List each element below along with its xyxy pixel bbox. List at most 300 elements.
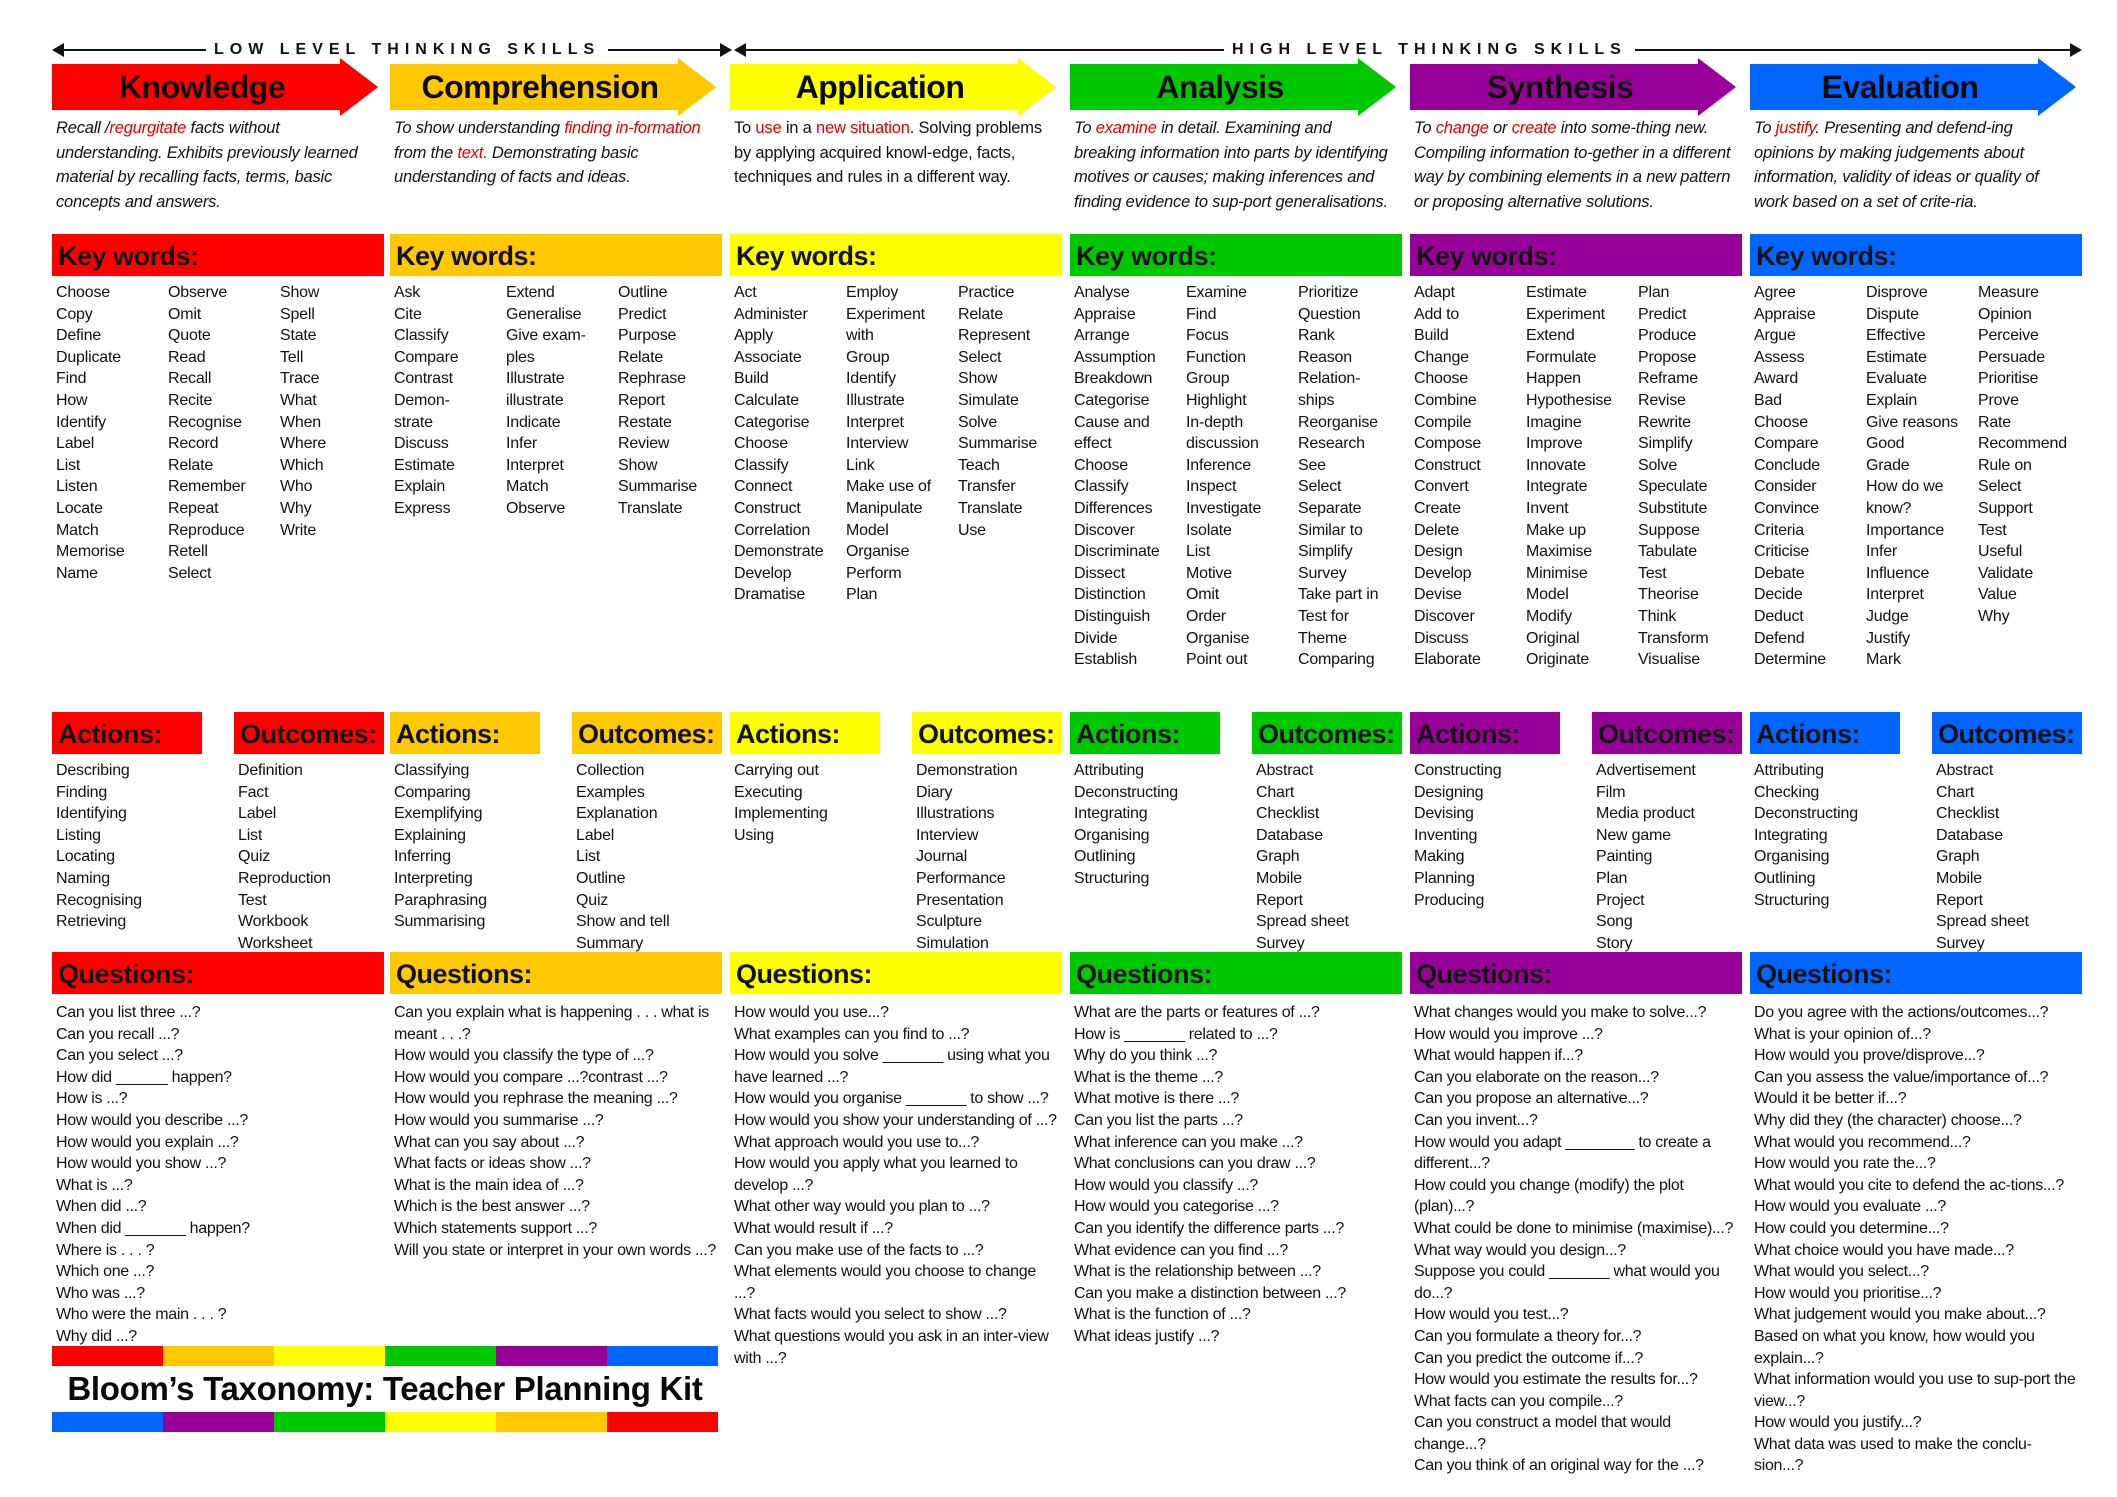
key-words-column [734, 282, 846, 712]
key-word: Retell [168, 543, 208, 561]
key-words-header: Key words: [1750, 234, 2082, 276]
key-words-column [1526, 282, 1638, 712]
level-description [1750, 116, 2082, 234]
key-word: Record [168, 435, 219, 453]
level-title: Application [795, 69, 965, 105]
question-item: Who were the main . . . ? [56, 1306, 227, 1324]
key-word: Persuade [1978, 348, 2045, 366]
outcomes-header: Outcomes: [572, 712, 722, 754]
question-item: What evidence can you find ...? [1074, 1241, 1288, 1259]
key-word: Estimate [1526, 284, 1587, 301]
question-item: What questions would you ask in an inter-view with ...? [734, 1327, 1049, 1367]
key-word: Determine [1754, 651, 1827, 669]
key-word: Infer [1866, 543, 1898, 561]
key-word: Write [280, 521, 317, 539]
description-text: To [734, 119, 756, 137]
key-word: Build [734, 370, 769, 388]
key-word: Investigate [1186, 499, 1262, 517]
key-word: Experiment [846, 305, 925, 323]
key-word: Administer [734, 305, 808, 323]
outcome-item: Sculpture [916, 913, 982, 931]
outcome-item: List [238, 826, 263, 844]
key-word: Construct [734, 499, 801, 517]
key-word: Why [1978, 607, 2010, 625]
key-word: Distinguish [1074, 607, 1151, 625]
key-word: ples [506, 348, 535, 366]
question-item: How would you prove/disprove...? [1754, 1047, 1985, 1065]
key-word: Compare [394, 348, 459, 366]
question-item: How would you rephrase the meaning ...? [394, 1090, 678, 1108]
key-word: Reorganise [1298, 413, 1378, 431]
key-words-column [1186, 282, 1298, 712]
key-word: Classify [394, 327, 449, 345]
key-word: Illustrate [506, 370, 565, 388]
question-item: What is ...? [56, 1176, 133, 1194]
outcome-item: List [576, 848, 601, 866]
question-item: What facts can you compile...? [1414, 1392, 1623, 1410]
key-word: Listen [56, 478, 98, 496]
key-word: Analyse [1074, 284, 1130, 301]
action-item: Deconstructing [1754, 805, 1858, 823]
key-words-column [1298, 282, 1406, 712]
question-item: How would you show your understanding of ...? [734, 1111, 1057, 1129]
key-word: Value [1978, 586, 2017, 604]
outcomes-section [912, 712, 1062, 952]
outcomes-section [1592, 712, 1742, 952]
outcome-item: Song [1596, 913, 1633, 931]
question-item: How would you adapt ________ to create a different...? [1414, 1133, 1711, 1173]
outcome-item: Summary [576, 934, 644, 952]
questions-list [1410, 994, 1742, 1477]
level-description [390, 116, 722, 234]
key-word: illustrate [506, 391, 564, 409]
key-word: Review [618, 435, 670, 453]
key-word: Criticise [1754, 543, 1810, 561]
key-word: Discriminate [1074, 543, 1160, 561]
level-title: Analysis [1156, 69, 1284, 105]
description-text: To show understanding [394, 119, 565, 137]
key-word: Locate [56, 499, 103, 517]
key-word: Model [1526, 586, 1569, 604]
action-item: Constructing [1414, 762, 1502, 779]
footer-title-block [52, 1346, 718, 1432]
question-item: What is your opinion of...? [1754, 1025, 1931, 1043]
key-word: Group [846, 348, 890, 366]
key-words-column [1866, 282, 1978, 712]
key-words-grid [52, 276, 384, 712]
action-item: Retrieving [56, 913, 127, 931]
key-words-header: Key words: [390, 234, 722, 276]
questions-list [390, 994, 722, 1261]
question-item: How is _______ related to ...? [1074, 1025, 1278, 1043]
actions-outcomes-row [1750, 712, 2082, 952]
actions-list [1750, 754, 1900, 911]
outcome-item: Report [1936, 891, 1983, 909]
key-word: Inference [1186, 456, 1251, 474]
action-item: Carrying out [734, 762, 819, 779]
question-item: What is the main idea of ...? [394, 1176, 584, 1194]
outcome-item: Test [238, 891, 267, 909]
outcomes-list [912, 754, 1062, 954]
question-item: How would you show ...? [56, 1155, 227, 1173]
stripe-segment [496, 1346, 607, 1366]
question-item: How would you classify ...? [1074, 1176, 1258, 1194]
question-item: How would you classify the type of ...? [394, 1047, 654, 1065]
level-banner-arrow [1410, 58, 1742, 116]
key-word: Link [846, 456, 875, 474]
outcomes-header: Outcomes: [912, 712, 1062, 754]
key-word: Explain [1866, 391, 1918, 409]
key-word: Construct [1414, 456, 1481, 474]
key-word: Report [618, 391, 665, 409]
question-item: Can you formulate a theory for...? [1414, 1327, 1642, 1345]
key-word: Elaborate [1414, 651, 1481, 669]
outcome-item: Database [1256, 826, 1323, 844]
key-word: Choose [1074, 456, 1128, 474]
key-words-grid [1410, 276, 1742, 712]
outcome-item: Survey [1256, 934, 1305, 952]
key-word: Innovate [1526, 456, 1586, 474]
key-word: List [56, 456, 81, 474]
outcome-item: Worksheet [238, 934, 313, 952]
key-word: Support [1978, 499, 2033, 517]
key-word: Who [280, 478, 313, 496]
key-word: Calculate [734, 391, 799, 409]
stripe-segment [496, 1412, 607, 1432]
key-word: Extend [506, 284, 555, 301]
key-word: Convince [1754, 499, 1820, 517]
outcomes-list [1932, 754, 2082, 954]
stripe-segment [163, 1412, 274, 1432]
key-word: Focus [1186, 327, 1229, 345]
key-word: discussion [1186, 435, 1259, 453]
level-description [52, 116, 384, 234]
key-word: Rewrite [1638, 413, 1691, 431]
key-word: Differences [1074, 499, 1153, 517]
key-word: Grade [1866, 456, 1910, 474]
question-item: Can you identify the difference parts ...? [1074, 1219, 1344, 1237]
key-word: Label [56, 435, 95, 453]
key-word: Represent [958, 327, 1031, 345]
key-word: Recommend [1978, 435, 2067, 453]
key-word: Change [1414, 348, 1469, 366]
key-words-column [1074, 282, 1186, 712]
question-item: Which is the best answer ...? [394, 1198, 590, 1216]
key-word: Validate [1978, 564, 2034, 582]
page-title: Bloom’s Taxonomy: Teacher Planning Kit [67, 1370, 703, 1407]
action-item: Using [734, 826, 774, 844]
outcome-item: Survey [1936, 934, 1985, 952]
key-word: Omit [1186, 586, 1219, 604]
key-words-column [846, 282, 958, 712]
rainbow-stripe-bottom [52, 1412, 718, 1432]
arrow-right-icon [2070, 43, 2082, 57]
key-word: Convert [1414, 478, 1469, 496]
question-item: Suppose you could _______ what would you do...? [1414, 1263, 1720, 1302]
key-word: Infer [506, 435, 538, 453]
questions-list [1070, 994, 1402, 1348]
key-word: Influence [1866, 564, 1930, 582]
key-word: Identify [846, 370, 896, 388]
key-word: Simplify [1298, 543, 1353, 561]
key-word: Classify [1074, 478, 1129, 496]
key-word: Spell [280, 305, 315, 323]
action-item: Naming [56, 869, 110, 887]
key-word: Opinion [1978, 305, 2032, 323]
key-word: Add to [1414, 305, 1460, 323]
key-word: Transform [1638, 629, 1709, 647]
key-word: Omit [168, 305, 201, 323]
action-item: Making [1414, 848, 1465, 866]
description-text: To [1074, 119, 1096, 137]
key-word: Express [394, 499, 451, 517]
key-word: Estimate [1866, 348, 1927, 366]
key-word: Tell [280, 348, 304, 366]
key-word: Generalise [506, 305, 582, 323]
outcome-item: Examples [576, 783, 645, 801]
question-item: What can you say about ...? [394, 1133, 585, 1151]
outcome-item: Spread sheet [1936, 913, 2029, 931]
outcome-item: Checklist [1936, 805, 2000, 823]
level-column-comprehension [390, 58, 722, 1261]
key-word: Cause and [1074, 413, 1150, 431]
key-word: Interpret [1866, 586, 1924, 604]
action-item: Comparing [394, 783, 471, 801]
question-item: How would you explain ...? [56, 1133, 239, 1151]
key-word: Develop [734, 564, 792, 582]
key-word: Demon- [394, 391, 450, 409]
action-item: Deconstructing [1074, 783, 1178, 801]
question-item: How would you solve _______ using what you have learned ...? [734, 1047, 1050, 1086]
key-word: Act [734, 284, 757, 301]
key-word: Bad [1754, 391, 1782, 409]
question-item: Can you make a distinction between ...? [1074, 1284, 1347, 1302]
highlighted-term: create [1511, 119, 1557, 137]
level-title: Synthesis [1486, 69, 1634, 105]
question-item: Where is . . . ? [56, 1241, 155, 1259]
outcome-item: Diary [916, 783, 953, 801]
question-item: How would you describe ...? [56, 1111, 249, 1129]
highlighted-term: new situation [816, 119, 910, 137]
actions-section [1750, 712, 1900, 952]
key-word: Show [958, 370, 998, 388]
stripe-segment [607, 1412, 718, 1432]
key-word: Classify [734, 456, 789, 474]
outcome-item: Show and tell [576, 913, 670, 931]
action-item: Checking [1754, 783, 1820, 801]
key-word: Dramatise [734, 586, 806, 604]
key-word: Tabulate [1638, 543, 1697, 561]
actions-section [52, 712, 202, 952]
key-word: Assess [1754, 348, 1805, 366]
key-word: What [280, 391, 317, 409]
description-text: To [1754, 119, 1776, 137]
question-item: What ideas justify ...? [1074, 1327, 1220, 1345]
key-word: Order [1186, 607, 1226, 625]
actions-section [1410, 712, 1560, 952]
key-word: Research [1298, 435, 1365, 453]
key-word: Isolate [1186, 521, 1232, 539]
key-words-column [506, 282, 618, 712]
key-word: Memorise [56, 543, 125, 561]
outcomes-list [234, 754, 384, 954]
stripe-segment [607, 1346, 718, 1366]
key-word: Think [1638, 607, 1677, 625]
outcome-item: Chart [1256, 783, 1295, 801]
key-word: Discover [1074, 521, 1135, 539]
outcomes-list [572, 754, 722, 954]
key-word: ships [1298, 391, 1335, 409]
action-item: Describing [56, 762, 130, 779]
question-item: What other way would you plan to ...? [734, 1198, 990, 1216]
key-word: Apply [734, 327, 774, 345]
action-item: Designing [1414, 783, 1484, 801]
actions-list [52, 754, 202, 933]
question-item: Can you assess the value/importance of...? [1754, 1068, 2049, 1086]
key-word: Practice [958, 284, 1015, 301]
question-item: How would you test...? [1414, 1306, 1569, 1324]
highlighted-term: examine [1095, 119, 1157, 137]
question-item: How would you use...? [734, 1004, 889, 1021]
questions-list [1750, 994, 2082, 1477]
key-words-header: Key words: [52, 234, 384, 276]
key-word: Judge [1866, 607, 1909, 625]
key-word: Outline [618, 284, 668, 301]
key-word: Arrange [1074, 327, 1130, 345]
key-word: Select [168, 564, 212, 582]
question-item: How would you improve ...? [1414, 1025, 1603, 1043]
question-item: Will you state or interpret in your own words ...? [394, 1241, 717, 1259]
outcome-item: Graph [1936, 848, 1980, 866]
key-word: Conclude [1754, 456, 1821, 474]
key-word: Plan [1638, 284, 1670, 301]
question-item: Which statements support ...? [394, 1219, 597, 1237]
action-item: Organising [1754, 848, 1830, 866]
question-item: What facts would you select to show ...? [734, 1306, 1007, 1324]
key-word: Modify [1526, 607, 1572, 625]
key-words-column [394, 282, 506, 712]
question-item: Why did they (the character) choose...? [1754, 1111, 2022, 1129]
key-word: Adapt [1414, 284, 1455, 301]
key-word: Rephrase [618, 370, 686, 388]
question-item: Can you elaborate on the reason...? [1414, 1068, 1659, 1086]
low-level-thinking-skills-bar [52, 40, 732, 60]
highlighted-term: text. [457, 143, 488, 162]
key-word: State [280, 327, 317, 345]
key-word: Function [1186, 348, 1246, 366]
outcome-item: Label [576, 826, 615, 844]
key-word: Visualise [1638, 651, 1700, 669]
key-word: How [56, 391, 88, 409]
question-item: What motive is there ...? [1074, 1090, 1240, 1108]
high-level-label: HIGH LEVEL THINKING SKILLS [1224, 40, 1635, 60]
key-word: Recite [168, 391, 213, 409]
highlighted-term: change [1435, 119, 1489, 137]
key-word: Survey [1298, 564, 1347, 582]
key-word: Criteria [1754, 521, 1804, 539]
question-item: What examples can you find to ...? [734, 1025, 970, 1043]
key-word: Duplicate [56, 348, 121, 366]
level-banner-arrow [390, 58, 722, 116]
actions-outcomes-row [390, 712, 722, 952]
key-word: Organise [1186, 629, 1250, 647]
level-column-knowledge [52, 58, 384, 1348]
key-word: Transfer [958, 478, 1016, 496]
question-item: How would you categorise ...? [1074, 1198, 1279, 1216]
key-word: Theorise [1638, 586, 1699, 604]
outcomes-section [234, 712, 384, 952]
action-item: Identifying [56, 805, 127, 823]
question-item: Can you construct a model that would change...? [1414, 1414, 1671, 1453]
outcome-item: Workbook [238, 913, 309, 931]
key-word: Purpose [618, 327, 677, 345]
question-item: Can you select ...? [56, 1047, 183, 1065]
questions-header: Questions: [1750, 952, 2082, 994]
outcomes-header: Outcomes: [234, 712, 384, 754]
outcome-item: Story [1596, 934, 1633, 952]
key-word: Test [1978, 521, 2007, 539]
stripe-segment [385, 1412, 496, 1432]
question-item: What would you cite to defend the ac-tions...? [1754, 1176, 2064, 1194]
key-word: Delete [1414, 521, 1460, 539]
questions-header: Questions: [52, 952, 384, 994]
key-word: Compare [1754, 435, 1819, 453]
outcome-item: Definition [238, 762, 303, 779]
outcomes-list [1592, 754, 1742, 954]
question-item: What would you select...? [1754, 1263, 1929, 1281]
key-word: Estimate [394, 456, 455, 474]
key-word: Substitute [1638, 499, 1708, 517]
description-text: Recall / [56, 119, 110, 137]
key-words-column [1638, 282, 1746, 712]
outcome-item: Chart [1936, 783, 1975, 801]
key-words-column [168, 282, 280, 712]
key-word: Show [618, 456, 658, 474]
actions-list [390, 754, 540, 933]
question-item: Can you explain what is happening . . . what is meant . . .? [394, 1004, 709, 1043]
outcome-item: Explanation [576, 805, 658, 823]
action-item: Interpreting [394, 869, 473, 887]
level-title: Knowledge [118, 69, 286, 105]
description-text: To [1414, 119, 1436, 137]
key-word: Employ [846, 284, 899, 301]
key-word: Summarise [618, 478, 698, 496]
key-word: Comparing [1298, 651, 1375, 669]
description-text: . Presenting and defend-ing opinions by making judgements about information, validity of ideas or quality of work based on a set of crite-ria. [1754, 119, 2039, 211]
key-word: Minimise [1526, 564, 1588, 582]
questions-header: Questions: [730, 952, 1062, 994]
highlighted-term: finding in-formation [564, 119, 701, 137]
key-words-grid [390, 276, 722, 712]
key-word: Distinction [1074, 586, 1146, 604]
action-item: Exemplifying [394, 805, 483, 823]
key-word: Correlation [734, 521, 811, 539]
key-word: Reproduce [168, 521, 245, 539]
highlighted-term: regurgitate [109, 119, 187, 137]
key-word: Connect [734, 478, 793, 496]
key-word: Choose [1414, 370, 1468, 388]
key-word: Group [1186, 370, 1230, 388]
question-item: When did _______ happen? [56, 1219, 250, 1237]
key-word: In-depth [1186, 413, 1244, 431]
key-word: Perform [846, 564, 902, 582]
question-item: What is the theme ...? [1074, 1068, 1224, 1086]
key-words-column [56, 282, 168, 712]
outcome-item: Outline [576, 869, 626, 887]
key-word: with [846, 327, 874, 345]
arrow-right-icon [720, 43, 732, 57]
stripe-segment [52, 1412, 163, 1432]
